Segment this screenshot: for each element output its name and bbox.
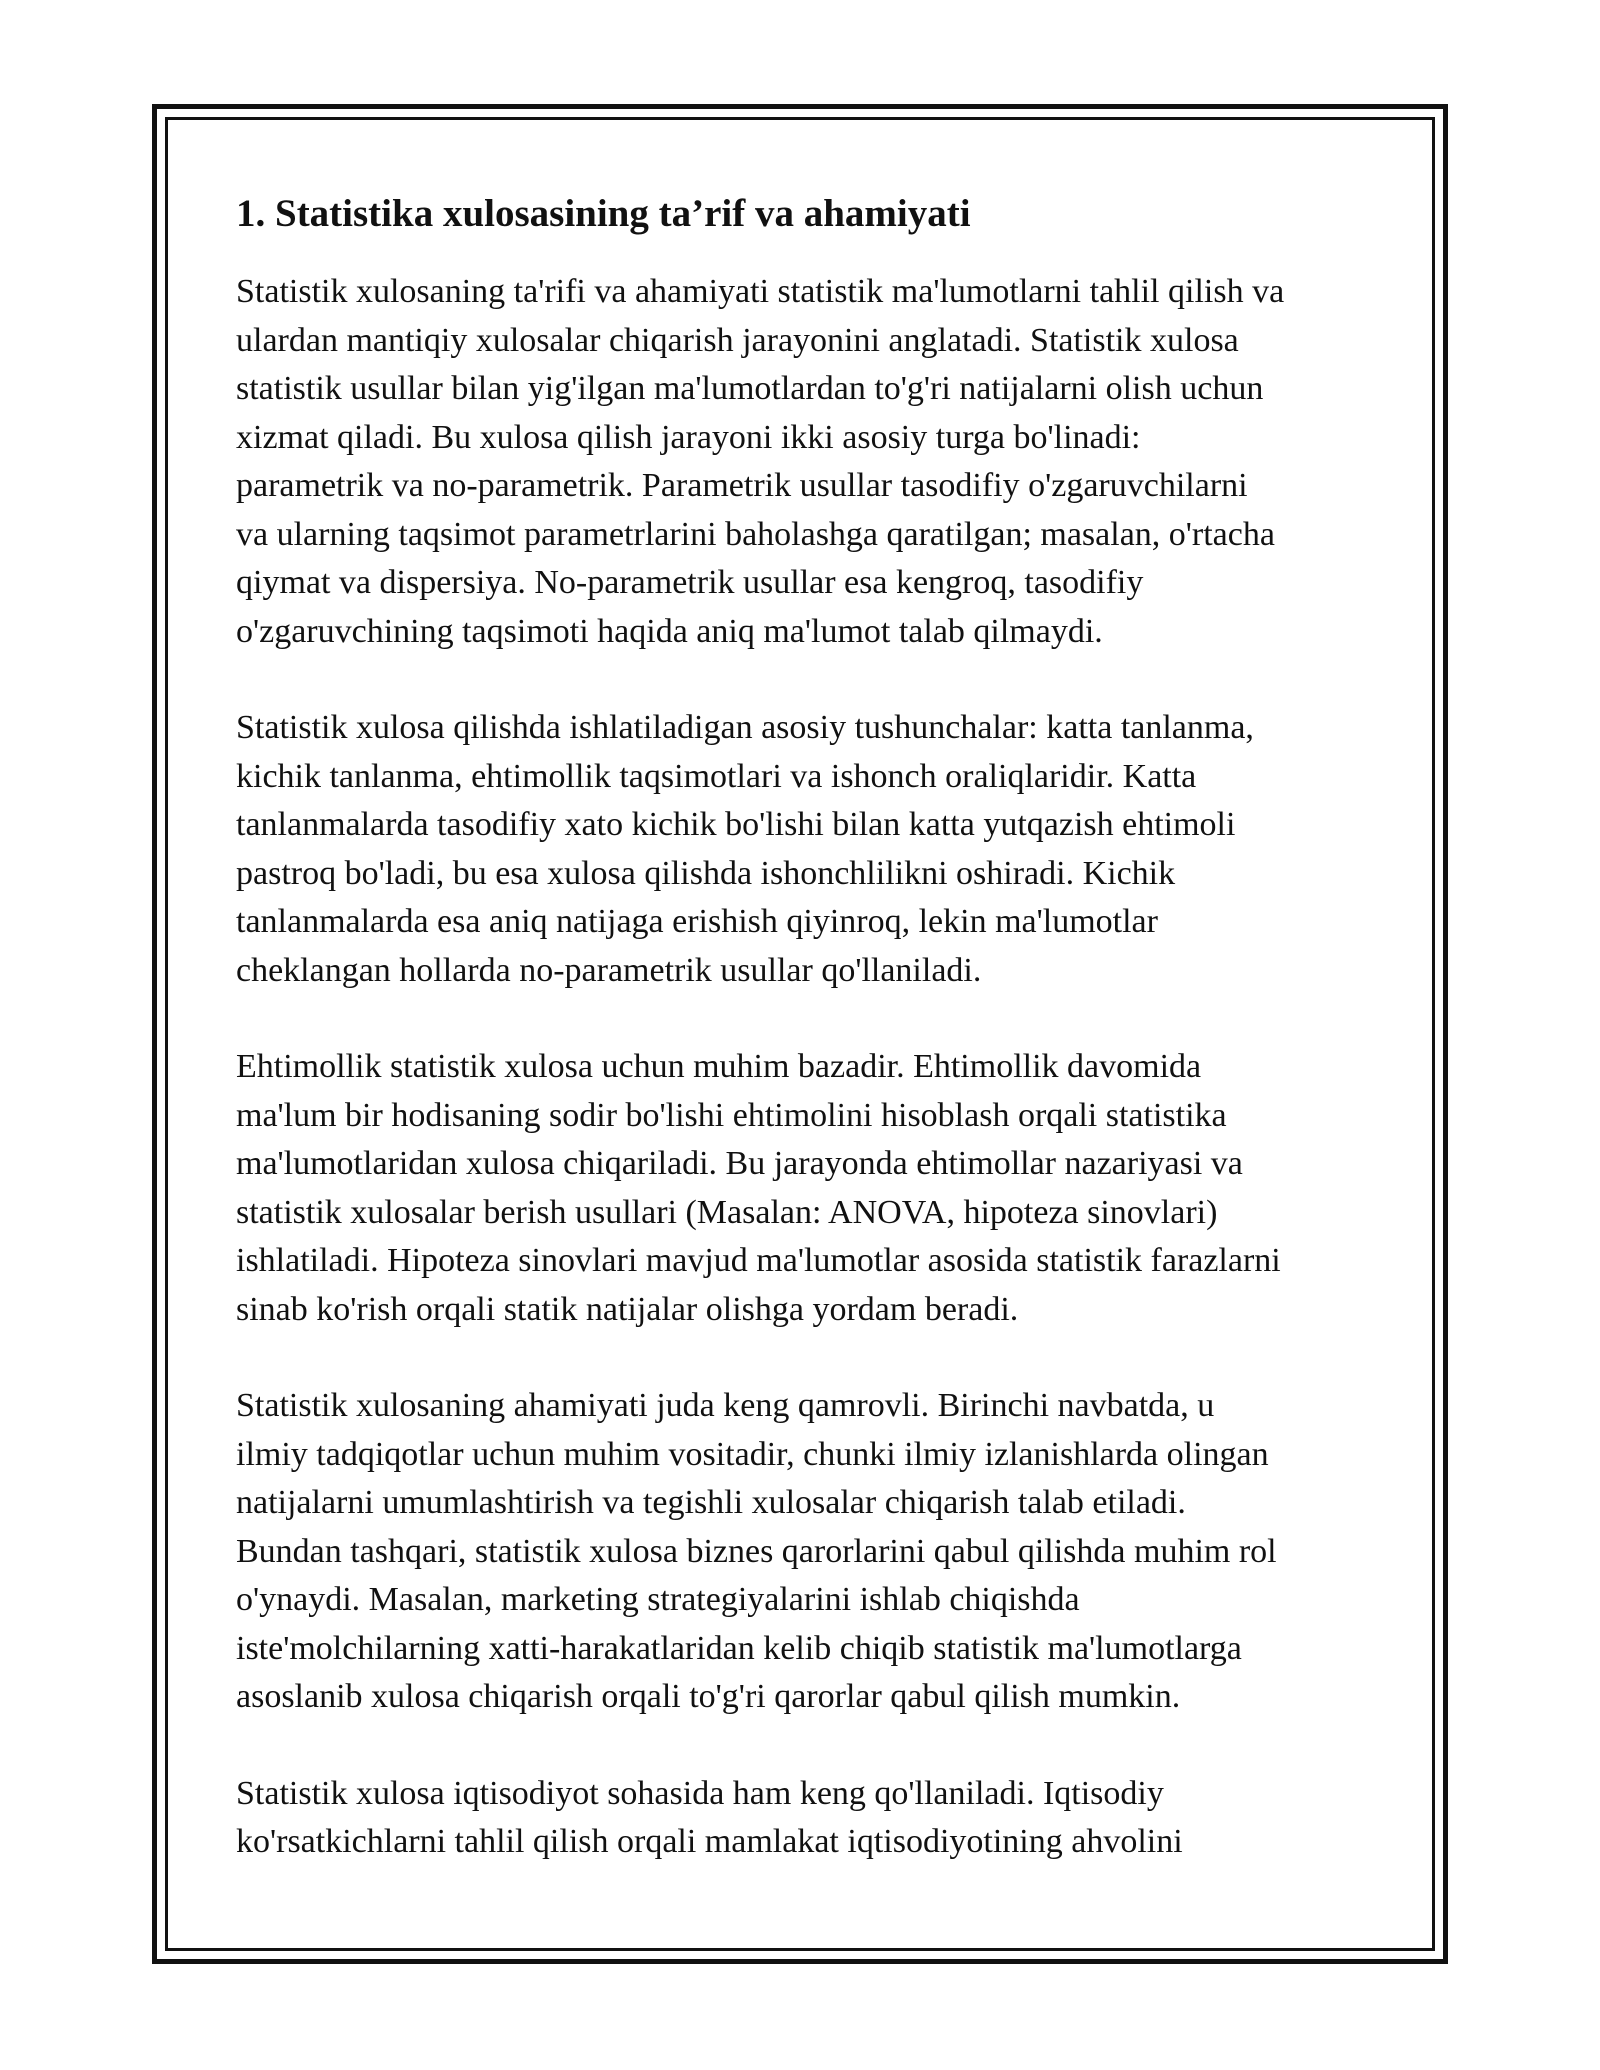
paragraph-definition: Statistik xulosaning ta'rifi va ahamiyati statistik ma'lumotlarni tahlil qilish va ulardan mantiqiy xulosalar chiqarish jarayonini anglatadi. Statistik xulosa statistik usullar bilan yig'ilgan ma'lumotlardan to'g'ri natijalarni olish uchun xizmat qiladi. Bu xulosa qilish jarayoni ikki asosiy turga bo'linadi: parametrik va no-parametrik. Parametrik usullar tasodifiy o'zgaruvchilarni va ularning taqsimot parametrlarini baholashga qaratilgan; masalan, o'rtacha qiymat va dispersiya. No-parametrik usullar esa kengroq, tasodifiy o'zgaruvchining taqsimoti haqida aniq ma'lumot talab qilmaydi. — [236, 273, 1285, 650]
section-heading: 1. Statistika xulosasining ta’rif va ahamiyati — [236, 192, 971, 235]
paragraph-economy: Statistik xulosa iqtisodiyot sohasida ham keng qo'llaniladi. Iqtisodiy ko'rsatkichlarni tahlil qilish orqali mamlakat iqtisodiyotining ahvolini — [236, 1774, 1183, 1860]
document-body — [236, 188, 1376, 1915]
paragraph-concepts: Statistik xulosa qilishda ishlatiladigan asosiy tushunchalar: katta tanlanma, kichik tanlanma, ehtimollik taqsimotlari va ishonch oraliqlaridir. Katta tanlanmalarda tasodifiy xato kichik bo'lishi bilan katta yutqazish ehtimoli pastroq bo'ladi, bu esa xulosa qilishda ishonchlilikni oshiradi. Kichik tanlanmalarda esa aniq natijaga erishish qiyinroq, lekin ma'lumotlar cheklangan hollarda no-parametrik usullar qo'llaniladi. — [236, 709, 1254, 989]
paragraph-probability: Ehtimollik statistik xulosa uchun muhim bazadir. Ehtimollik davomida ma'lum bir hodisaning sodir bo'lishi ehtimolini hisoblash orqali statistika ma'lumotlaridan xulosa chiqariladi. Bu jarayonda ehtimollar nazariyasi va statistik xulosalar berish usullari (Masalan: ANOVA, hipoteza sinovlari) ishlatiladi. Hipoteza sinovlari mavjud ma'lumotlar asosida statistik farazlarni sinab ko'rish orqali statik natijalar olishga yordam beradi. — [236, 1048, 1281, 1328]
paragraph-importance: Statistik xulosaning ahamiyati juda keng qamrovli. Birinchi navbatda, u ilmiy tadqiqotlar uchun muhim vositadir, chunki ilmiy izlanishlarda olingan natijalarni umumlashtirish va tegishli xulosalar chiqarish talab etiladi. Bundan tashqari, statistik xulosa biznes qarorlarini qabul qilishda muhim rol o'ynaydi. Masalan, marketing strategiyalarini ishlab chiqishda iste'molchilarning xatti-harakatlaridan kelib chiqib statistik ma'lumotlarga asoslanib xulosa chiqarish orqali to'g'ri qarorlar qabul qilish mumkin. — [236, 1387, 1277, 1715]
